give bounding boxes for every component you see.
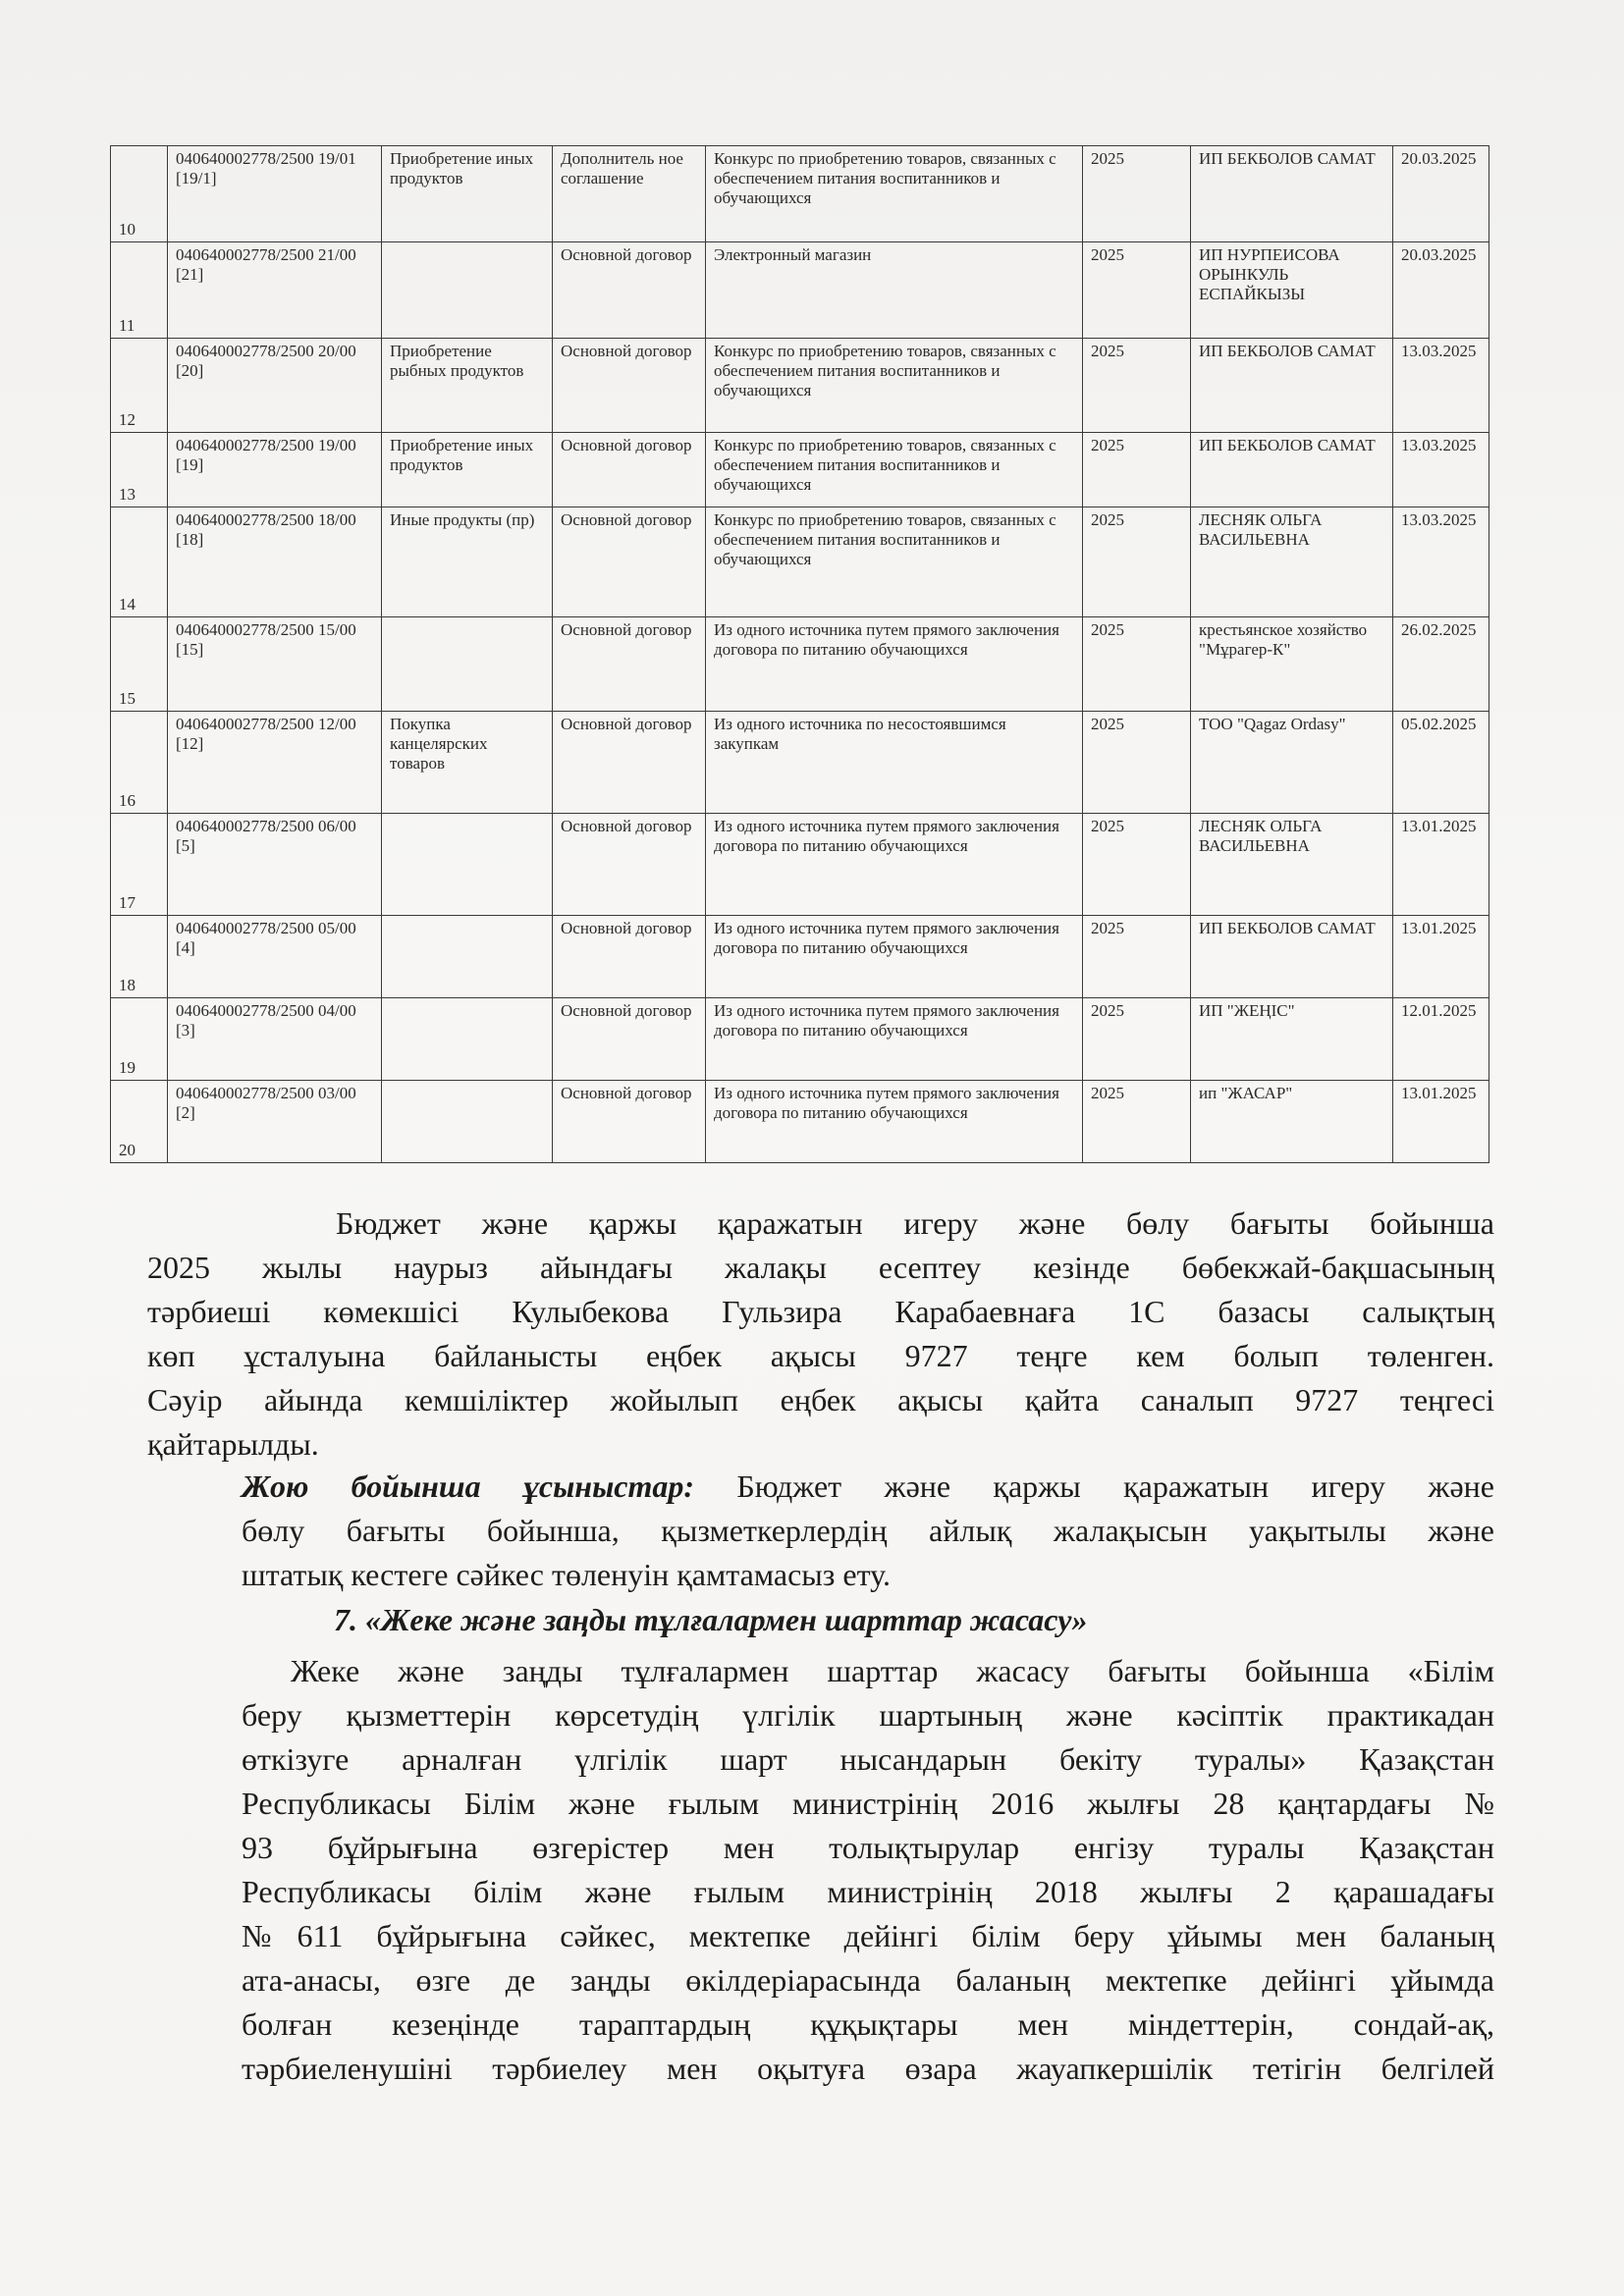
- contract-date-cell: 26.02.2025: [1393, 617, 1489, 712]
- contract-type-cell: Основной договор: [553, 507, 706, 617]
- contract-type-cell: Основной договор: [553, 242, 706, 339]
- table-row: [111, 712, 1489, 814]
- row-number-cell: 16: [111, 712, 168, 814]
- contract-type-cell: Основной договор: [553, 998, 706, 1081]
- contract-date-cell: 13.03.2025: [1393, 433, 1489, 507]
- year-cell: 2025: [1083, 339, 1191, 433]
- row-number-cell: 20: [111, 1081, 168, 1163]
- recommendations-lead: Жою бойынша ұсыныстар:: [242, 1468, 695, 1504]
- year-cell: 2025: [1083, 814, 1191, 916]
- row-number-cell: 15: [111, 617, 168, 712]
- contract-id-cell: 040640002778/2500 19/00 [19]: [168, 433, 382, 507]
- text-line: Сәуір айында кемшіліктер жойылып еңбек ақысы қайта саналып 9727 теңгесі: [147, 1382, 1494, 1417]
- procurement-method-cell: Из одного источника путем прямого заключения договора по питанию обучающихся: [706, 1081, 1083, 1163]
- year-cell: 2025: [1083, 1081, 1191, 1163]
- row-number-cell: 17: [111, 814, 168, 916]
- text-fragment: Бюджет және қаржы қаражатын игеру және: [694, 1468, 1495, 1504]
- supplier-cell: ИП НУРПЕИСОВА ОРЫНКУЛЬ ЕСПАЙКЫЗЫ: [1191, 242, 1393, 339]
- row-number-cell: 11: [111, 242, 168, 339]
- year-cell: 2025: [1083, 617, 1191, 712]
- procurement-method-cell: Из одного источника путем прямого заключения договора по питанию обучающихся: [706, 617, 1083, 712]
- contract-date-cell: 13.01.2025: [1393, 916, 1489, 998]
- contract-id-cell: 040640002778/2500 03/00 [2]: [168, 1081, 382, 1163]
- procurement-method-cell: Из одного источника путем прямого заключения договора по питанию обучающихся: [706, 814, 1083, 916]
- year-cell: 2025: [1083, 998, 1191, 1081]
- paragraph-contracts: [242, 1649, 1494, 2091]
- text-line: Республикасы білім және ғылым министрінің 2018 жылғы 2 қарашадағы: [242, 1874, 1494, 1909]
- contract-type-cell: Основной договор: [553, 617, 706, 712]
- contract-date-cell: 20.03.2025: [1393, 146, 1489, 242]
- contract-type-cell: Дополнитель ное соглашение: [553, 146, 706, 242]
- subject-cell: [382, 998, 553, 1081]
- year-cell: 2025: [1083, 433, 1191, 507]
- text-line: Республикасы Білім және ғылым министрінің 2016 жылғы 28 қаңтардағы №: [242, 1786, 1494, 1821]
- contract-id-cell: 040640002778/2500 15/00 [15]: [168, 617, 382, 712]
- contract-type-cell: Основной договор: [553, 814, 706, 916]
- paragraph-budget-findings: [147, 1201, 1494, 1467]
- supplier-cell: ИП БЕКБОЛОВ САМАТ: [1191, 916, 1393, 998]
- year-cell: 2025: [1083, 712, 1191, 814]
- procurement-method-cell: Конкурс по приобретению товаров, связанных с обеспечением питания воспитанников и обучающихся: [706, 507, 1083, 617]
- contract-date-cell: 12.01.2025: [1393, 998, 1489, 1081]
- text-line: штатық кестеге сәйкес төленуін қамтамасыз ету.: [242, 1557, 891, 1592]
- contract-id-cell: 040640002778/2500 19/01 [19/1]: [168, 146, 382, 242]
- procurement-method-cell: Конкурс по приобретению товаров, связанных с обеспечением питания воспитанников и обучающихся: [706, 433, 1083, 507]
- contract-id-cell: 040640002778/2500 21/00 [21]: [168, 242, 382, 339]
- procurement-method-cell: Электронный магазин: [706, 242, 1083, 339]
- contract-date-cell: 05.02.2025: [1393, 712, 1489, 814]
- table-row: [111, 998, 1489, 1081]
- contract-id-cell: 040640002778/2500 20/00 [20]: [168, 339, 382, 433]
- text-line: қайтарылды.: [147, 1426, 319, 1462]
- row-number-cell: 18: [111, 916, 168, 998]
- contracts-table: [110, 145, 1489, 1163]
- table-row: [111, 1081, 1489, 1163]
- text-line: болған кезеңінде тараптардың құқықтары мен міндеттерін, сондай-ақ,: [242, 2006, 1494, 2042]
- contract-date-cell: 13.01.2025: [1393, 814, 1489, 916]
- subject-cell: [382, 1081, 553, 1163]
- supplier-cell: ТОО "Qagaz Ordasy": [1191, 712, 1393, 814]
- contract-date-cell: 13.01.2025: [1393, 1081, 1489, 1163]
- supplier-cell: ИП БЕКБОЛОВ САМАТ: [1191, 339, 1393, 433]
- text-line: көп ұсталуына байланысты еңбек ақысы 9727 теңге кем болып төленген.: [147, 1338, 1494, 1373]
- text-line: [242, 1465, 1494, 1509]
- table-row: [111, 146, 1489, 242]
- row-number-cell: 10: [111, 146, 168, 242]
- contract-type-cell: Основной договор: [553, 433, 706, 507]
- year-cell: 2025: [1083, 146, 1191, 242]
- row-number-cell: 14: [111, 507, 168, 617]
- subject-cell: Иные продукты (пр): [382, 507, 553, 617]
- contract-type-cell: Основной договор: [553, 1081, 706, 1163]
- contract-type-cell: Основной договор: [553, 916, 706, 998]
- section-heading: 7. «Жеке және заңды тұлғалармен шарттар жасасу»: [334, 1602, 1088, 1637]
- contract-id-cell: 040640002778/2500 12/00 [12]: [168, 712, 382, 814]
- supplier-cell: ип "ЖАСАР": [1191, 1081, 1393, 1163]
- contract-id-cell: 040640002778/2500 06/00 [5]: [168, 814, 382, 916]
- procurement-method-cell: Из одного источника по несостоявшимся закупкам: [706, 712, 1083, 814]
- row-number-cell: 12: [111, 339, 168, 433]
- contract-id-cell: 040640002778/2500 18/00 [18]: [168, 507, 382, 617]
- contract-date-cell: 13.03.2025: [1393, 339, 1489, 433]
- text-line: Бюджет және қаржы қаражатын игеру және бөлу бағыты бойынша: [336, 1205, 1494, 1241]
- text-line: Жеке және заңды тұлғалармен шарттар жасасу бағыты бойынша «Білім: [291, 1653, 1494, 1688]
- row-number-cell: 19: [111, 998, 168, 1081]
- text-line: 93 бұйрығына өзгерістер мен толықтырулар енгізу туралы Қазақстан: [242, 1830, 1494, 1865]
- text-line: тәрбиеші көмекшісі Кулыбекова Гульзира Карабаевнаға 1С базасы салықтың: [147, 1294, 1494, 1329]
- subject-cell: Приобретение иных продуктов: [382, 433, 553, 507]
- contract-date-cell: 20.03.2025: [1393, 242, 1489, 339]
- procurement-method-cell: Конкурс по приобретению товаров, связанных с обеспечением питания воспитанников и обучающихся: [706, 339, 1083, 433]
- contract-type-cell: Основной договор: [553, 339, 706, 433]
- supplier-cell: ЛЕСНЯК ОЛЬГА ВАСИЛЬЕВНА: [1191, 507, 1393, 617]
- contract-date-cell: 13.03.2025: [1393, 507, 1489, 617]
- procurement-method-cell: Из одного источника путем прямого заключения договора по питанию обучающихся: [706, 916, 1083, 998]
- table-row: [111, 242, 1489, 339]
- supplier-cell: ЛЕСНЯК ОЛЬГА ВАСИЛЬЕВНА: [1191, 814, 1393, 916]
- year-cell: 2025: [1083, 916, 1191, 998]
- table-row: [111, 339, 1489, 433]
- table-row: [111, 617, 1489, 712]
- subject-cell: Покупка канцелярских товаров: [382, 712, 553, 814]
- table-row: [111, 507, 1489, 617]
- procurement-method-cell: Из одного источника путем прямого заключения договора по питанию обучающихся: [706, 998, 1083, 1081]
- procurement-method-cell: Конкурс по приобретению товаров, связанных с обеспечением питания воспитанников и обучающихся: [706, 146, 1083, 242]
- supplier-cell: ИП БЕКБОЛОВ САМАТ: [1191, 433, 1393, 507]
- contract-type-cell: Основной договор: [553, 712, 706, 814]
- contract-id-cell: 040640002778/2500 04/00 [3]: [168, 998, 382, 1081]
- text-line: өткізуге арналған үлгілік шарт нысандарын бекіту туралы» Қазақстан: [242, 1741, 1494, 1777]
- contract-id-cell: 040640002778/2500 05/00 [4]: [168, 916, 382, 998]
- year-cell: 2025: [1083, 242, 1191, 339]
- table-row: [111, 433, 1489, 507]
- subject-cell: [382, 617, 553, 712]
- subject-cell: [382, 242, 553, 339]
- text-line: ата-анасы, өзге де заңды өкілдеріарасында баланың мектепке дейінгі ұйымда: [242, 1962, 1494, 1998]
- row-number-cell: 13: [111, 433, 168, 507]
- table-row: [111, 814, 1489, 916]
- subject-cell: [382, 814, 553, 916]
- supplier-cell: ИП БЕКБОЛОВ САМАТ: [1191, 146, 1393, 242]
- year-cell: 2025: [1083, 507, 1191, 617]
- subject-cell: Приобретение рыбных продуктов: [382, 339, 553, 433]
- text-line: бөлу бағыты бойынша, қызметкерлердің айлық жалақысын уақытылы және: [242, 1513, 1494, 1548]
- supplier-cell: ИП "ЖЕҢІС": [1191, 998, 1393, 1081]
- table-row: [111, 916, 1489, 998]
- subject-cell: Приобретение иных продуктов: [382, 146, 553, 242]
- paragraph-recommendations: [242, 1465, 1494, 1597]
- text-line: тәрбиеленушіні тәрбиелеу мен оқытуға өзара жауапкершілік тетігін белгілей: [242, 2051, 1494, 2086]
- supplier-cell: крестьянское хозяйство "Мұрагер-К": [1191, 617, 1393, 712]
- text-line: 2025 жылы наурыз айындағы жалақы есептеу кезінде бөбекжай-бақшасының: [147, 1250, 1494, 1285]
- subject-cell: [382, 916, 553, 998]
- text-line: №611 бұйрығына сәйкес, мектепке дейінгі білім беру ұйымы мен баланың: [242, 1918, 1494, 1953]
- text-line: беру қызметтерін көрсетудің үлгілік шартының және кәсіптік практикадан: [242, 1697, 1494, 1733]
